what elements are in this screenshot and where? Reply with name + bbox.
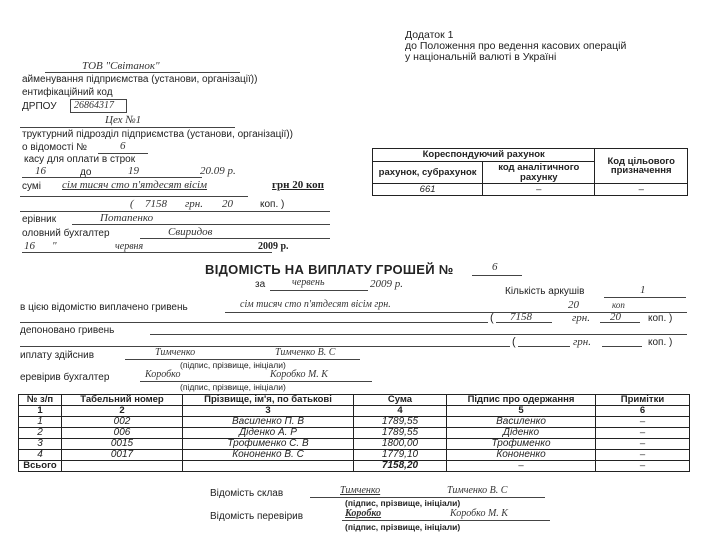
compiled-name: Тимченко В. С: [447, 485, 508, 496]
checked-signature: Коробко: [145, 369, 181, 380]
col-number: 6: [596, 406, 690, 417]
table-row: [19, 439, 690, 450]
statement-no-label: о відомості №: [22, 142, 88, 153]
cash-label: касу для оплати в строк: [24, 154, 136, 165]
signature-hint: (підпис, прізвище, ініціали): [345, 522, 461, 532]
cell-sum: 1789,55: [354, 428, 447, 439]
deposited-label: депоновано гривень: [20, 325, 115, 336]
cell-number: 3: [19, 439, 62, 450]
total-row: [19, 461, 690, 472]
cell-signature: Кононенко: [447, 450, 596, 461]
sheets-count: 1: [640, 284, 646, 296]
appendix-line: Додаток 1: [405, 29, 454, 41]
cell-notes: –: [596, 428, 690, 439]
header-signature: Підпис про одержання: [447, 395, 596, 406]
paid-kop: 20: [568, 299, 579, 311]
appendix-line: до Положення про ведення касових операцій: [405, 40, 627, 52]
date-day: 16: [24, 240, 35, 252]
header-tab-number: Табельний номер: [62, 395, 183, 406]
statement-number: 6: [492, 261, 498, 273]
company-name: ТОВ "Світанок": [82, 60, 160, 72]
to-label: до: [80, 167, 92, 178]
verified-name: Коробко М. К: [450, 508, 508, 519]
header-number: № з/п: [19, 395, 62, 406]
id-code-label: ентифікаційний код: [22, 87, 113, 98]
statement-no: 6: [120, 140, 126, 152]
date-quote: ": [52, 240, 57, 252]
cell-sum: 1800,00: [354, 439, 447, 450]
cell-tab-number: 006: [62, 428, 183, 439]
paid-by-signature: Тимченко: [155, 347, 196, 358]
department: Цех №1: [105, 114, 142, 126]
paid-uah-label: грн.: [572, 312, 590, 324]
cell-sum: 1779,10: [354, 450, 447, 461]
col-number: 3: [183, 406, 354, 417]
paid-kop-label: коп: [612, 300, 625, 310]
compiled-signature: Тимченко: [340, 485, 381, 496]
account-table: [372, 148, 688, 196]
compiled-label: Відомість склав: [210, 488, 284, 499]
deposited-open-paren: (: [512, 336, 516, 348]
cell-number: 2: [19, 428, 62, 439]
cell-notes: –: [596, 450, 690, 461]
date-year: 2009 р.: [258, 241, 289, 252]
from-day: 16: [35, 165, 46, 177]
director-name: Потапенко: [100, 212, 154, 224]
cell-full-name: Діденко А. Р: [183, 428, 354, 439]
statement-month: червень: [292, 277, 325, 288]
sum-label: сумі: [22, 181, 41, 192]
verified-signature: Коробко: [345, 508, 382, 519]
signature-hint: (підпис, прізвище, ініціали): [180, 382, 286, 392]
cell-full-name: Трофименко С. В: [183, 439, 354, 450]
cell-signature: Трофименко: [447, 439, 596, 450]
uah-label: грн.: [185, 198, 203, 210]
verified-label: Відомість перевірив: [210, 511, 304, 522]
paid-label: в цією відомістю виплачено гривень: [20, 302, 188, 313]
cell-signature: Діденко: [447, 428, 596, 439]
payroll-table: [18, 394, 690, 472]
table-row: [19, 450, 690, 461]
director-label: ерівник: [22, 214, 57, 225]
signature-hint: (підпис, прізвище, ініціали): [345, 498, 461, 508]
col-number: 2: [62, 406, 183, 417]
cell-tab-number: 0015: [62, 439, 183, 450]
account-header: рахунок, субрахунок: [373, 162, 483, 184]
table-row: [19, 428, 690, 439]
cell-tab-number: 0017: [62, 450, 183, 461]
purpose-code-header: Код цільового призначення: [595, 149, 688, 184]
cell-notes: –: [596, 439, 690, 450]
analytic-code-value: –: [483, 184, 595, 196]
analytic-code-header: код аналітичного рахунку: [483, 162, 595, 184]
col-number: 4: [354, 406, 447, 417]
sum-words-tail: грн 20 коп: [272, 179, 324, 191]
account-value: 661: [373, 184, 483, 196]
cell-full-name: Кононенко В. С: [183, 450, 354, 461]
col-number: 1: [19, 406, 62, 417]
statement-year: 2009 р.: [370, 278, 403, 290]
header-sum: Сума: [354, 395, 447, 406]
sheets-label: Кількість аркушів: [505, 286, 585, 297]
purpose-code-value: –: [595, 184, 688, 196]
total-signature: –: [447, 461, 596, 472]
deposited-uah-label: грн.: [573, 336, 591, 348]
paid-words: сім тисяч сто п'ятдесят вісім грн.: [240, 299, 391, 310]
total-sum: 7158,20: [354, 461, 447, 472]
paid-by-label: иплату здійснив: [20, 350, 95, 361]
table-row: [19, 417, 690, 428]
company-label: айменування підприємства (установи, організації)): [22, 74, 258, 85]
header-full-name: Прізвище, ім'я, по батькові: [183, 395, 354, 406]
amount-kop: 20: [222, 198, 233, 210]
paid-kop2: 20: [610, 311, 621, 323]
paid-uah: 7158: [510, 311, 532, 323]
period-year: 20.09 р.: [200, 165, 236, 177]
cell-signature: Василенко: [447, 417, 596, 428]
edrpou-code: 26864317: [70, 99, 127, 113]
to-day: 19: [128, 165, 139, 177]
checked-name: Коробко М. К: [270, 369, 328, 380]
total-label: Всього: [19, 461, 62, 472]
deposited-kop-label: коп. ): [648, 337, 673, 348]
amount-uah: 7158: [145, 198, 167, 210]
header-notes: Примітки: [596, 395, 690, 406]
cell-tab-number: 002: [62, 417, 183, 428]
kop-label: коп. ): [260, 199, 285, 210]
department-label: труктурний підрозділ підприємства (установи, організації)): [22, 129, 293, 140]
col-number: 5: [447, 406, 596, 417]
edrpou-label: ДРПОУ: [22, 101, 57, 112]
account-group-header: Кореспондуючий рахунок: [373, 149, 595, 162]
statement-title: ВІДОМІСТЬ НА ВИПЛАТУ ГРОШЕЙ №: [205, 262, 454, 277]
paid-open-paren: (: [490, 312, 494, 324]
cell-number: 4: [19, 450, 62, 461]
chief-accountant-name: Свиридов: [168, 226, 213, 238]
date-month: червня: [115, 241, 144, 252]
cell-full-name: Василенко П. В: [183, 417, 354, 428]
appendix-note: [405, 30, 626, 63]
signature-hint: (підпис, прізвище, ініціали): [180, 360, 286, 370]
open-paren: (: [130, 198, 134, 210]
for-label: за: [255, 279, 266, 290]
paid-by-name: Тимченко В. С: [275, 347, 336, 358]
chief-accountant-label: оловний бухгалтер: [22, 228, 110, 239]
sum-words: сім тисяч сто п'ятдесят вісім: [62, 179, 208, 191]
paid-kop2-label: коп. ): [648, 313, 673, 324]
total-notes: –: [596, 461, 690, 472]
cell-sum: 1789,55: [354, 417, 447, 428]
cell-number: 1: [19, 417, 62, 428]
cell-notes: –: [596, 417, 690, 428]
checked-label: еревірив бухгалтер: [20, 372, 110, 383]
appendix-line: у національній валюті в Україні: [405, 51, 557, 63]
